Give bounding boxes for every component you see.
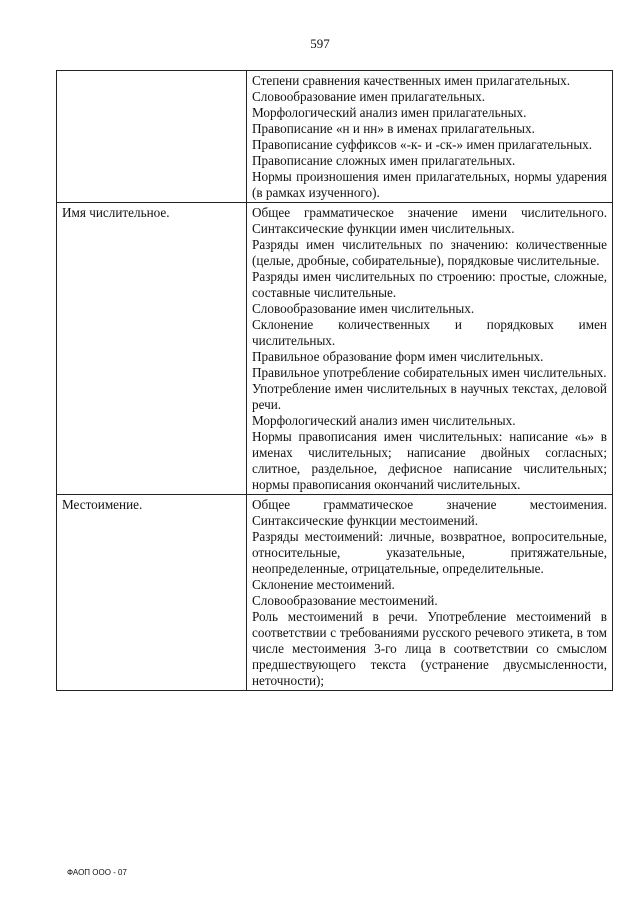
content-item: Правильное образование форм имен числительных.: [252, 349, 544, 364]
topic-cell: Имя числительное.: [57, 203, 247, 495]
footer-code: ФАОП ООО - 07: [67, 868, 127, 877]
content-cell: [247, 71, 613, 203]
content-item: Степени сравнения качественных имен прилагательных.: [252, 73, 570, 88]
content-item: Морфологический анализ имен прилагательных.: [252, 105, 527, 120]
topic-cell: [57, 71, 247, 203]
content-item: Разряды имен числительных по строению: простые, сложные, составные числительные.: [252, 269, 607, 300]
content-cell: [247, 495, 613, 691]
content-item: Употребление имен числительных в научных текстах, деловой речи.: [252, 381, 607, 412]
content-item: Правописание суффиксов «-к- и -ск-» имен прилагательных.: [252, 137, 593, 152]
content-item: Нормы правописания имен числительных: написание «ь» в именах числительных; написание двойных согласных; слитное, раздельное, дефисное написание числительных; нормы правописания окончаний числительных.: [252, 429, 607, 492]
table-row: [57, 71, 613, 203]
content-item: Словообразование имен числительных.: [252, 301, 475, 316]
content-item: Словообразование имен прилагательных.: [252, 89, 486, 104]
content-cell: [247, 203, 613, 495]
content-item: Склонение местоимений.: [252, 577, 395, 592]
content-item: Морфологический анализ имен числительных.: [252, 413, 516, 428]
content-item: Правильное употребление собирательных имен числительных.: [252, 365, 607, 380]
content-item: Словообразование местоимений.: [252, 593, 438, 608]
content-item: Правописание «н и нн» в именах прилагательных.: [252, 121, 535, 136]
content-item: Разряды имен числительных по значению: количественные (целые, дробные, собирательные), порядковые числительные.: [252, 237, 607, 268]
topic-cell: Местоимение.: [57, 495, 247, 691]
curriculum-table: [56, 70, 613, 691]
content-item: Нормы произношения имен прилагательных, нормы ударения (в рамках изученного).: [252, 169, 607, 200]
content-item: Роль местоимений в речи. Употребление местоимений в соответствии с требованиями русского речевого этикета, в том числе местоимения 3-го лица в соответствии со смыслом предшествующего текста (устранение двусмысленности, неточности);: [252, 609, 607, 688]
page-number: 597: [310, 36, 330, 51]
content-item: Правописание сложных имен прилагательных.: [252, 153, 516, 168]
table-row: [57, 203, 613, 495]
content-item: Общее грамматическое значение имени числительного. Синтаксические функции имен числительных.: [252, 205, 607, 236]
table-row: [57, 495, 613, 691]
content-item: Общее грамматическое значение местоимения. Синтаксические функции местоимений.: [252, 497, 607, 528]
content-item: Склонение количественных и порядковых имен числительных.: [252, 317, 607, 348]
content-item: Разряды местоимений: личные, возвратное, вопросительные, относительные, указательные, притяжательные, неопределенные, отрицательные, определительные.: [252, 529, 607, 576]
